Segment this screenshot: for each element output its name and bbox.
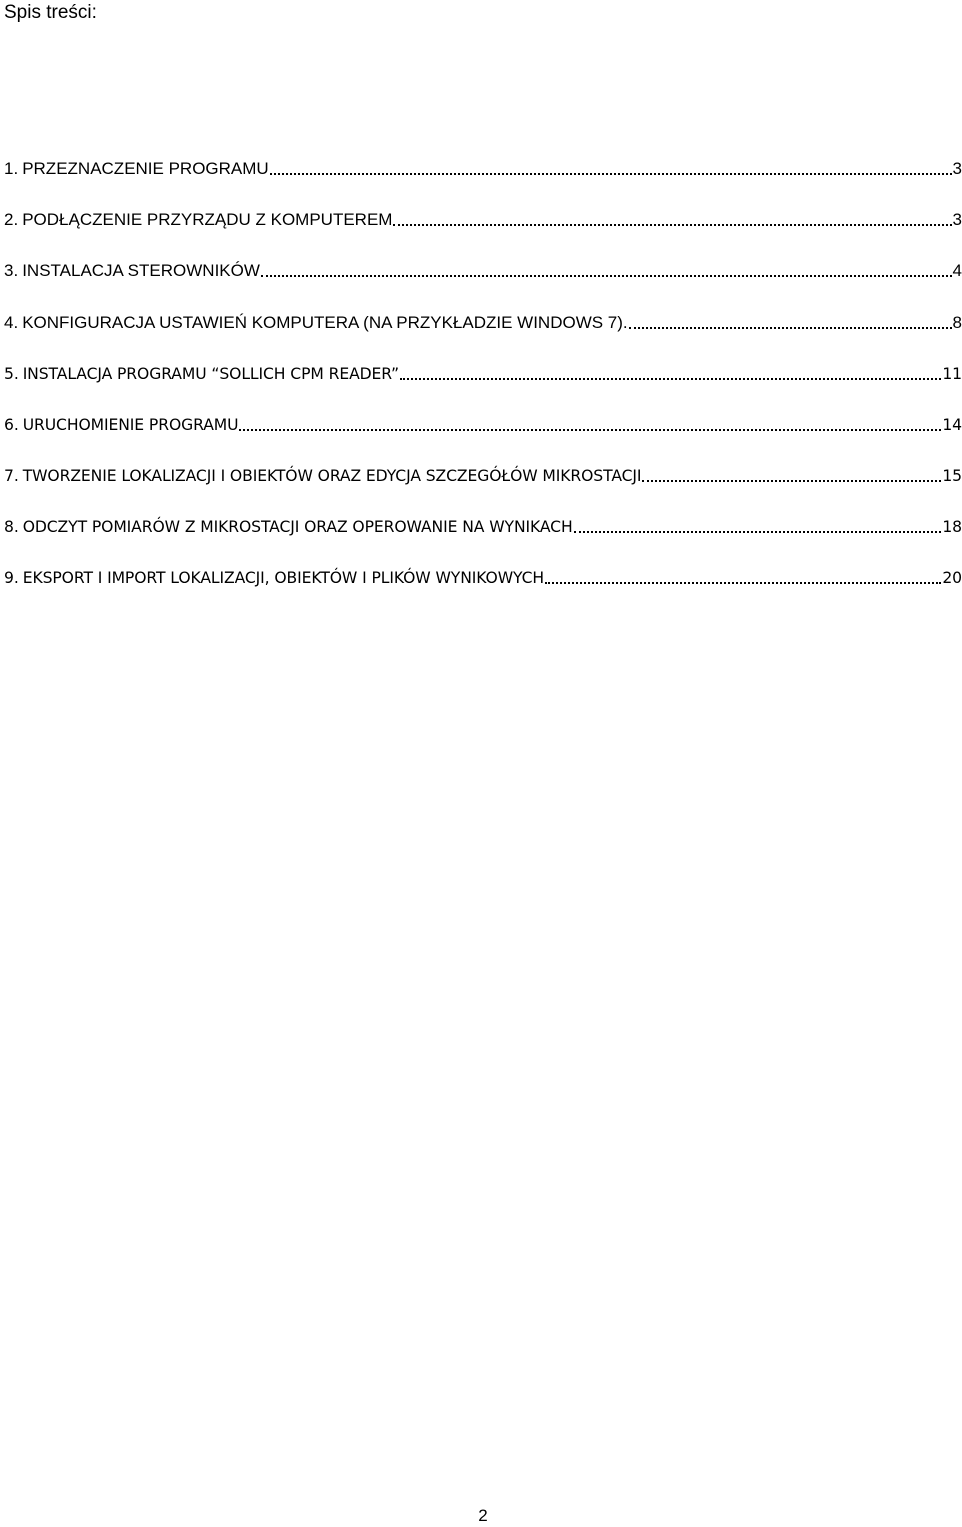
toc-entry-3[interactable] xyxy=(4,260,962,282)
toc-entry-5[interactable] xyxy=(4,363,962,385)
toc-entry-6[interactable] xyxy=(4,414,962,436)
page-number: 2 xyxy=(478,1506,488,1525)
toc-dot-leader xyxy=(239,414,941,436)
toc-entry-page: 3 xyxy=(952,210,962,229)
toc-entry-7[interactable] xyxy=(4,465,962,487)
toc-entry-page: 11 xyxy=(942,365,962,383)
toc-entry-page: 14 xyxy=(942,416,962,434)
toc-entry-4[interactable] xyxy=(4,312,962,334)
toc-entry-label: ODCZYT POMIARÓW Z MIKROSTACJI ORAZ OPEROWANIE NA WYNIKACH xyxy=(22,518,573,536)
toc-entry-label: TWORZENIE LOKALIZACJI I OBIEKTÓW ORAZ EDYCJA SZCZEGÓŁÓW MIKROSTACJI xyxy=(22,467,642,485)
toc-entry-label: EKSPORT I IMPORT LOKALIZACJI, OBIEKTÓW I PLIKÓW WYNIKOWYCH xyxy=(22,569,545,587)
toc-entry-2[interactable] xyxy=(4,209,962,231)
toc-entry-8[interactable] xyxy=(4,516,962,538)
toc-entry-number: 7. xyxy=(4,467,19,485)
toc-entry-page: 15 xyxy=(942,467,962,485)
toc-entry-page: 18 xyxy=(942,518,962,536)
toc-entry-page: 8 xyxy=(952,313,962,332)
toc-dot-leader xyxy=(393,209,951,231)
toc-heading: Spis treści: xyxy=(4,2,97,23)
toc-entry-number: 4. xyxy=(4,313,19,332)
toc-entry-number: 5. xyxy=(4,365,19,383)
toc-entry-page: 3 xyxy=(952,159,962,178)
toc-entry-label: INSTALACJA PROGRAMU “SOLLICH CPM READER” xyxy=(22,365,400,383)
toc-entry-number: 1. xyxy=(4,159,19,178)
toc-entry-page: 20 xyxy=(942,569,962,587)
toc-dot-leader xyxy=(270,158,952,180)
toc-entry-label: URUCHOMIENIE PROGRAMU xyxy=(22,416,239,434)
toc-dot-leader xyxy=(400,363,941,385)
toc-entry-number: 6. xyxy=(4,416,19,434)
toc-entry-number: 2. xyxy=(4,210,19,229)
toc-entry-label: KONFIGURACJA USTAWIEŃ KOMPUTERA (NA PRZYKŁADZIE WINDOWS 7). xyxy=(22,313,628,332)
toc-entry-label: INSTALACJA STEROWNIKÓW xyxy=(22,261,260,280)
toc-dot-leader xyxy=(545,567,941,589)
toc-entry-page: 4 xyxy=(952,261,962,280)
toc-entry-label: PODŁĄCZENIE PRZYRZĄDU Z KOMPUTEREM xyxy=(22,210,393,229)
toc-dot-leader xyxy=(642,465,941,487)
toc-entry-number: 8. xyxy=(4,518,19,536)
toc-entry-label: PRZEZNACZENIE PROGRAMU xyxy=(22,159,269,178)
toc-entry-9[interactable] xyxy=(4,567,962,589)
toc-dot-leader xyxy=(574,516,942,538)
toc-entry-1[interactable] xyxy=(4,158,962,180)
toc-dot-leader xyxy=(261,260,952,282)
toc-entry-number: 9. xyxy=(4,569,19,587)
toc-dot-leader xyxy=(629,312,952,334)
toc-entry-number: 3. xyxy=(4,261,19,280)
